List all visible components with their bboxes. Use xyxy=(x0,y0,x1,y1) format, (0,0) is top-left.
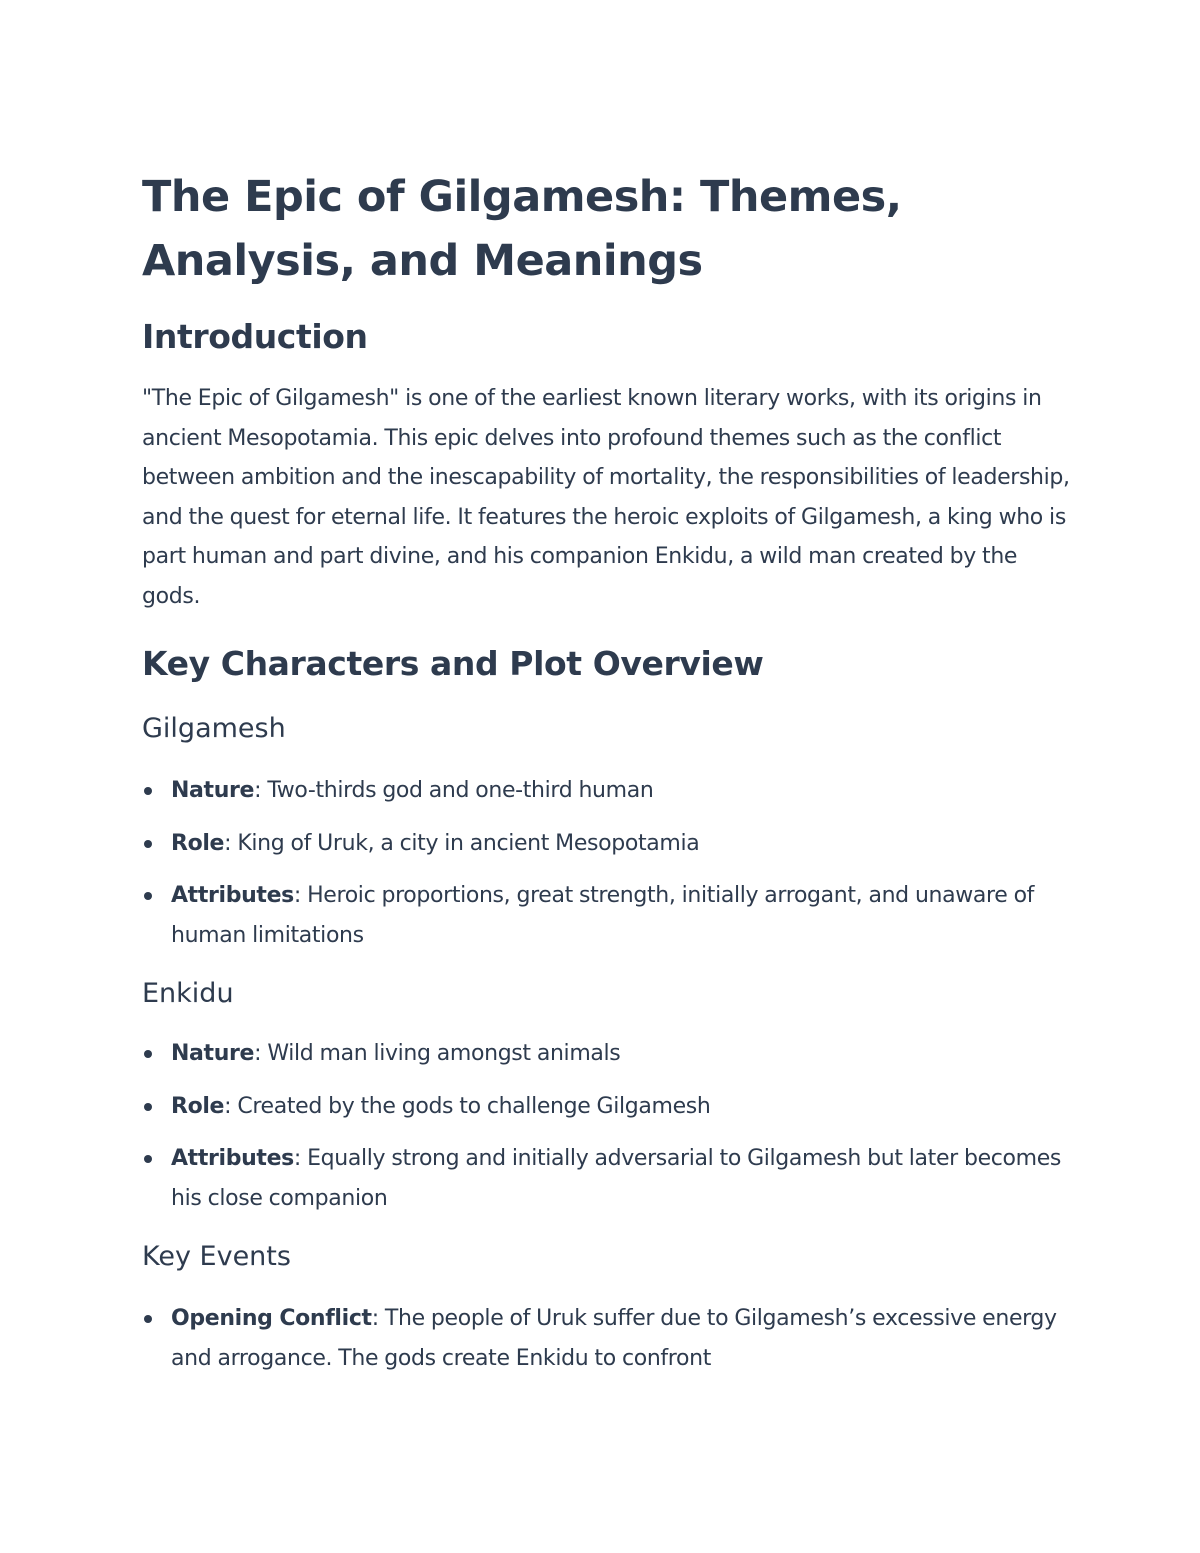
list-item xyxy=(142,1139,1072,1218)
list-item-text: : King of Uruk, a city in ancient Mesopotamia xyxy=(224,830,700,856)
list-item-text: : Two-thirds god and one-third human xyxy=(254,778,654,803)
bullet-icon xyxy=(144,1155,152,1163)
document-title: The Epic of Gilgamesh: Themes, Analysis, and Meanings xyxy=(142,172,902,286)
list-item-text: : Wild man living amongst animals xyxy=(254,1041,621,1066)
key-events-list xyxy=(142,1299,1072,1378)
gilgamesh-attribute-list xyxy=(142,771,1072,955)
document-page xyxy=(142,165,1072,1378)
list-item-label: Attributes xyxy=(171,883,294,908)
list-item-text: : Heroic proportions, great strength, initially arrogant, and unaware of human limitations xyxy=(171,883,1035,948)
list-item-label: Opening Conflict xyxy=(171,1306,372,1331)
enkidu-attribute-list xyxy=(142,1034,1072,1218)
list-item xyxy=(142,876,1072,955)
list-item xyxy=(142,1034,1072,1074)
list-item-label: Attributes xyxy=(171,1146,294,1171)
bullet-icon xyxy=(144,892,152,900)
bullet-icon xyxy=(144,1315,152,1323)
list-item-label: Role xyxy=(171,1093,225,1119)
list-item-label: Nature xyxy=(171,778,255,803)
bullet-icon xyxy=(144,1103,152,1111)
list-item-text: : Equally strong and initially adversarial to Gilgamesh but later becomes his close companion xyxy=(171,1146,1062,1211)
bullet-icon xyxy=(144,1050,152,1058)
key-characters-heading: Key Characters and Plot Overview xyxy=(142,644,764,683)
key-events-heading: Key Events xyxy=(142,1241,291,1272)
gilgamesh-heading: Gilgamesh xyxy=(142,713,286,744)
introduction-paragraph: "The Epic of Gilgamesh" is one of the earliest known literary works, with its origins in ancient Mesopotamia. This epic delves into profound themes such as the conflict between ambition and the inescapability of mortality, the responsibilities of leadership, and the quest for eternal life. It features the heroic exploits of Gilgamesh, a king who is part human and part divine, and his companion Enkidu, a wild man created by the gods. xyxy=(142,386,1070,609)
list-item-text: : The people of Uruk suffer due to Gilgamesh’s excessive energy and arrogance. The gods create Enkidu to confront xyxy=(171,1306,1057,1371)
introduction-heading: Introduction xyxy=(142,317,368,356)
list-item-text: : Created by the gods to challenge Gilgamesh xyxy=(224,1093,711,1119)
list-item xyxy=(142,771,1072,811)
list-item xyxy=(142,824,1072,864)
list-item-label: Nature xyxy=(171,1041,255,1066)
list-item-label: Role xyxy=(171,830,225,856)
bullet-icon xyxy=(144,840,152,848)
list-item xyxy=(142,1299,1072,1378)
bullet-icon xyxy=(144,787,152,795)
list-item xyxy=(142,1087,1072,1127)
enkidu-heading: Enkidu xyxy=(142,978,234,1009)
